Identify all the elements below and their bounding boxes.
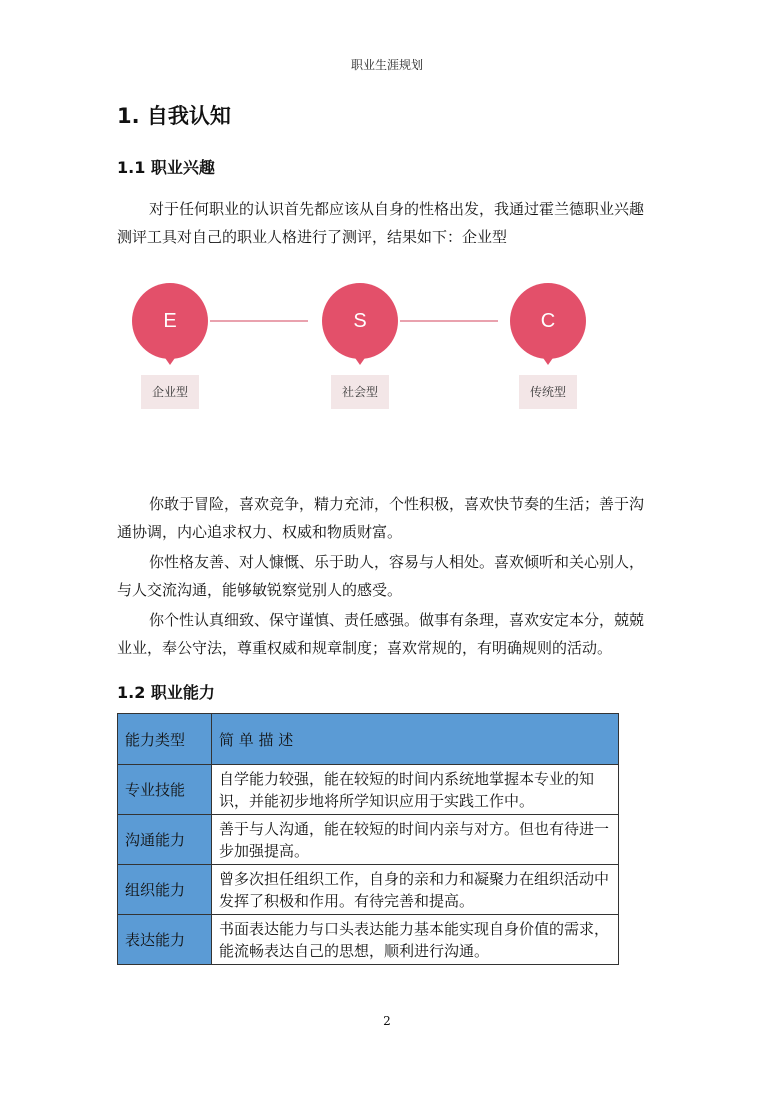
type-node-e <box>130 283 210 409</box>
header-description: 简 单 描 述 <box>212 714 619 765</box>
type-label-s: 社会型 <box>331 375 389 409</box>
type-label-e: 企业型 <box>141 375 199 409</box>
type-label-c: 传统型 <box>519 375 577 409</box>
holland-type-diagram <box>128 283 598 418</box>
type-circle-c: C <box>510 283 586 359</box>
section-title-self-awareness: 1. 自我认知 <box>117 104 231 128</box>
pointer-icon <box>541 355 555 365</box>
ability-type-cell: 专业技能 <box>118 765 212 815</box>
type-node-s <box>320 283 400 409</box>
table-row <box>118 865 619 915</box>
table-row <box>118 765 619 815</box>
table-row <box>118 915 619 965</box>
paragraph-social: 你性格友善、对人慷慨、乐于助人，容易与人相处。喜欢倾听和关心别人，与人交流沟通，能够敏锐察觉别人的感受。 <box>117 553 645 599</box>
page-header: 职业生涯规划 <box>350 58 423 72</box>
connector-line <box>210 320 308 322</box>
pointer-icon <box>353 355 367 365</box>
subsection-title-interest: 1.1 职业兴趣 <box>117 158 215 177</box>
subsection-title-ability: 1.2 职业能力 <box>117 683 215 702</box>
page-number: 2 <box>383 1014 391 1028</box>
ability-type-cell: 组织能力 <box>118 865 212 915</box>
table-header-row <box>118 714 619 765</box>
type-node-c <box>508 283 588 409</box>
ability-desc-cell: 自学能力较强，能在较短的时间内系统地掌握本专业的知识，并能初步地将所学知识应用于实践工作中。 <box>212 765 619 815</box>
header-ability-type: 能力类型 <box>118 714 212 765</box>
ability-desc-cell: 书面表达能力与口头表达能力基本能实现自身价值的需求，能流畅表达自己的思想，顺利进行沟通。 <box>212 915 619 965</box>
ability-type-cell: 沟通能力 <box>118 815 212 865</box>
type-circle-s: S <box>322 283 398 359</box>
ability-table <box>117 713 619 965</box>
ability-type-cell: 表达能力 <box>118 915 212 965</box>
ability-desc-cell: 曾多次担任组织工作，自身的亲和力和凝聚力在组织活动中发挥了积极和作用。有待完善和提高。 <box>212 865 619 915</box>
connector-line <box>400 320 498 322</box>
ability-desc-cell: 善于与人沟通，能在较短的时间内亲与对方。但也有待进一步加强提高。 <box>212 815 619 865</box>
intro-paragraph: 对于任何职业的认识首先都应该从自身的性格出发，我通过霍兰德职业兴趣测评工具对自己的职业人格进行了测评，结果如下：企业型 <box>117 200 645 246</box>
pointer-icon <box>163 355 177 365</box>
paragraph-enterprising: 你敢于冒险，喜欢竞争，精力充沛，个性积极，喜欢快节奏的生活；善于沟通协调，内心追求权力、权威和物质财富。 <box>117 495 645 541</box>
table-row <box>118 815 619 865</box>
paragraph-conventional: 你个性认真细致、保守谨慎、责任感强。做事有条理，喜欢安定本分，兢兢业业，奉公守法，尊重权威和规章制度；喜欢常规的，有明确规则的活动。 <box>117 611 645 657</box>
type-circle-e: E <box>132 283 208 359</box>
